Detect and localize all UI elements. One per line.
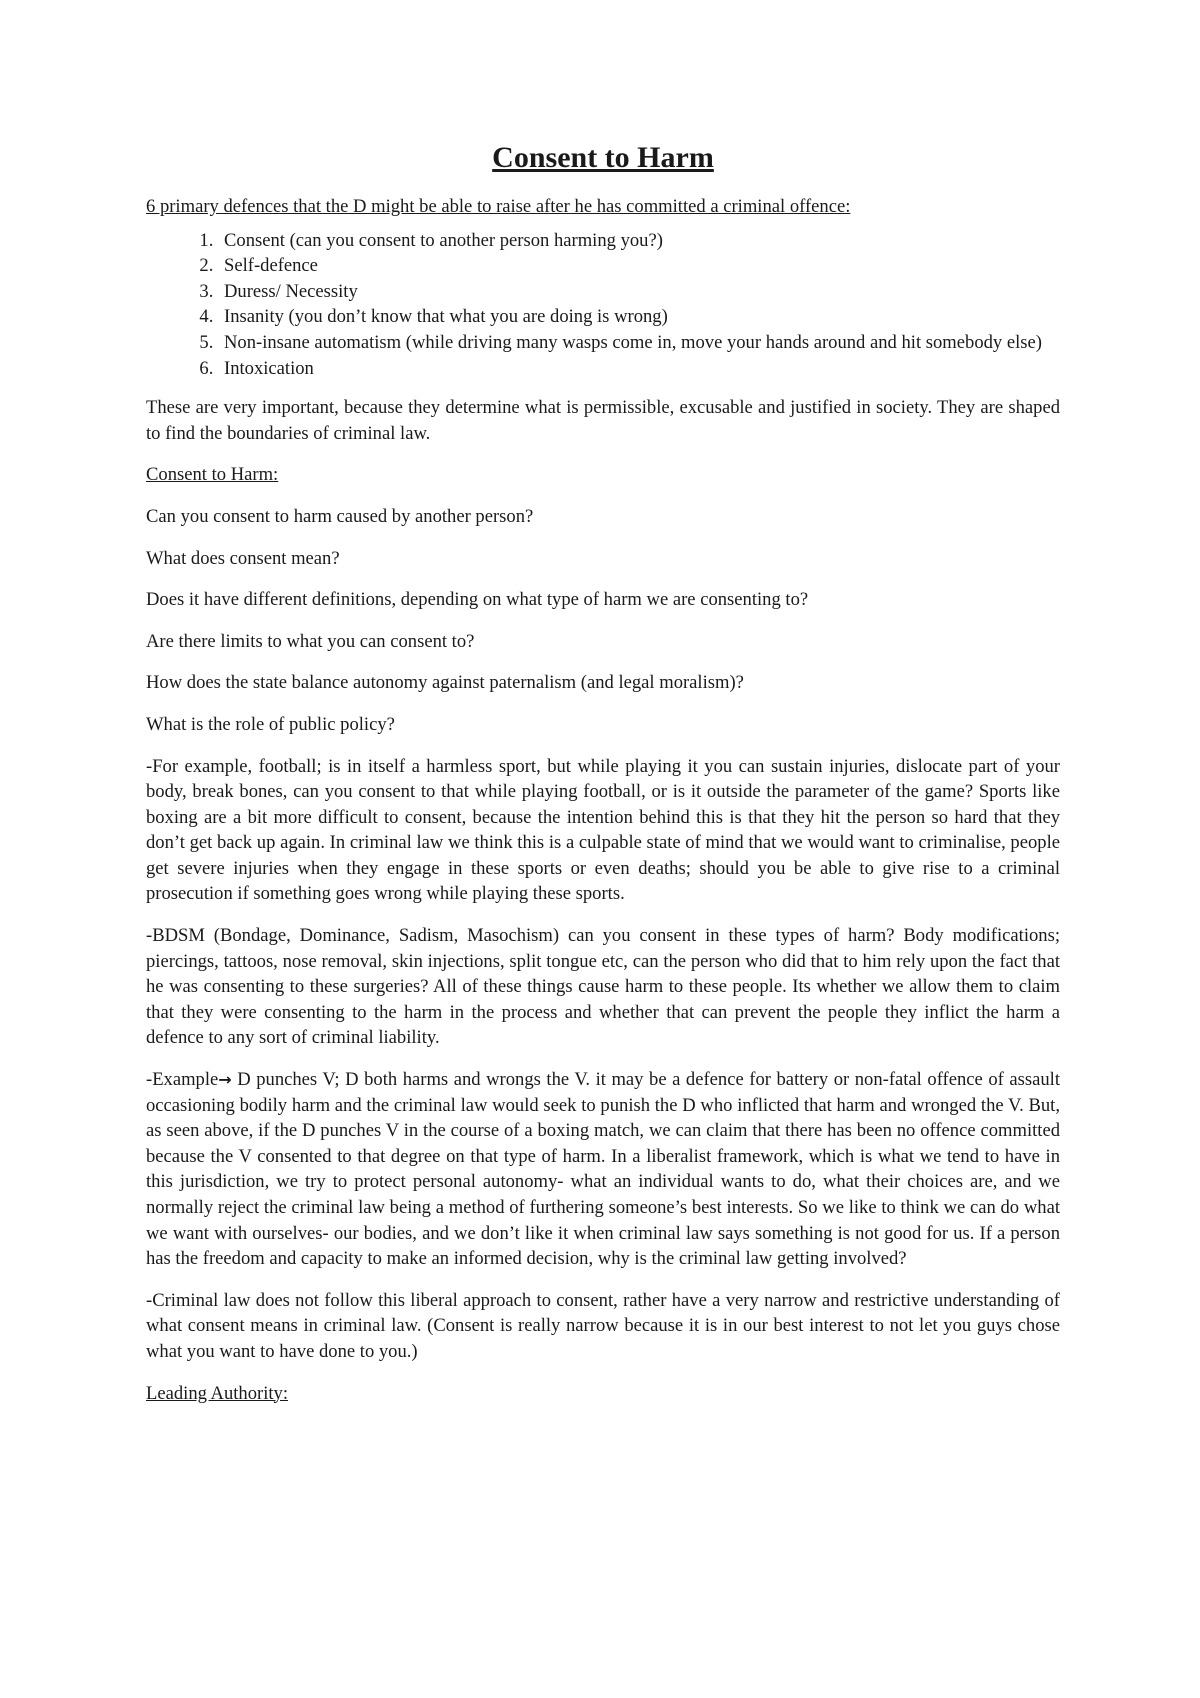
- list-item: 5. Non-insane automatism (while driving many wasps come in, move your hands around and hit somebody else): [218, 330, 1060, 356]
- example-body: D punches V; D both harms and wrongs the V. it may be a defence for battery or non-fatal offence of assault occasioning bodily harm and the criminal law would seek to punish the D who inflicted that harm and wronged the V. But, as seen above, if the D punches V in the course of a boxing match, we can claim that there has been no offence committed because the V consented to that degree on that type of harm. In a liberalist framework, which is what we tend to have in this jurisdiction, we try to protect personal autonomy- what an individual wants to do, what their choices are, and we normally reject the criminal law being a method of furthering someone’s best interests. So we like to think we can do what we want with ourselves- our bodies, and we don’t like it when criminal law says something is not good for us. If a person has the freedom and capacity to make an informed decision, why is the criminal law getting involved?: [146, 1069, 1060, 1270]
- question: Does it have different definitions, depending on what type of harm we are consenting to?: [146, 589, 809, 611]
- question: How does the state balance autonomy against paternalism (and legal moralism)?: [146, 672, 744, 694]
- question: What is the role of public policy?: [146, 713, 395, 735]
- example-lead: -Example: [146, 1069, 219, 1091]
- arrow-right-icon: →: [218, 1070, 232, 1090]
- question: What does consent mean?: [146, 547, 340, 569]
- question: Can you consent to harm caused by another person?: [146, 505, 534, 527]
- list-item: 6. Intoxication: [218, 356, 1060, 382]
- list-item: 2. Self-defence: [218, 253, 1060, 279]
- section-heading: Consent to Harm:: [146, 464, 279, 486]
- criminal-law-paragraph: -Criminal law does not follow this liberal approach to consent, rather have a very narrow and restrictive understanding of what consent means in criminal law. (Consent is really narrow because it is in our best interest to not let you guys chose what you want to have done to you.): [146, 1289, 1060, 1362]
- list-item: 3. Duress/ Necessity: [218, 279, 1060, 305]
- list-item: 4. Insanity (you don’t know that what you are doing is wrong): [218, 304, 1060, 330]
- document-title: Consent to Harm: [492, 141, 714, 174]
- importance-paragraph: These are very important, because they determine what is permissible, excusable and justified in society. They are shaped to find the boundaries of criminal law.: [146, 397, 1060, 444]
- document-page: [146, 138, 1060, 1422]
- defences-intro: 6 primary defences that the D might be able to raise after he has committed a criminal offence:: [146, 196, 851, 217]
- defences-list: [146, 228, 1060, 382]
- example-paragraph: [146, 1067, 1060, 1272]
- bdsm-paragraph: -BDSM (Bondage, Dominance, Sadism, Masochism) can you consent in these types of harm? Body modifications; piercings, tattoos, nose removal, skin injections, split tongue etc, can the person who did that to him rely upon the fact that he was consenting to these surgeries? All of these things cause harm to these people. Its whether we allow them to claim that they were consenting to the harm in the process and whether that can prevent the people they inflict the harm a defence to any sort of criminal liability.: [146, 925, 1060, 1049]
- question: Are there limits to what you can consent to?: [146, 630, 475, 652]
- leading-authority-heading: Leading Authority:: [146, 1382, 289, 1404]
- football-paragraph: -For example, football; is in itself a harmless sport, but while playing it you can sustain injuries, dislocate part of your body, break bones, can you consent to that while playing football, or is it outside the parameter of the game? Sports like boxing are a bit more difficult to consent, because the intention behind this is that they hit the person so hard that they don’t get back up again. In criminal law we think this is a culpable state of mind that we would want to criminalise, people get severe injuries when they engage in these sports or even deaths; should you be able to give rise to a criminal prosecution if something goes wrong while playing these sports.: [146, 755, 1060, 905]
- list-item: 1. Consent (can you consent to another person harming you?): [218, 228, 1060, 254]
